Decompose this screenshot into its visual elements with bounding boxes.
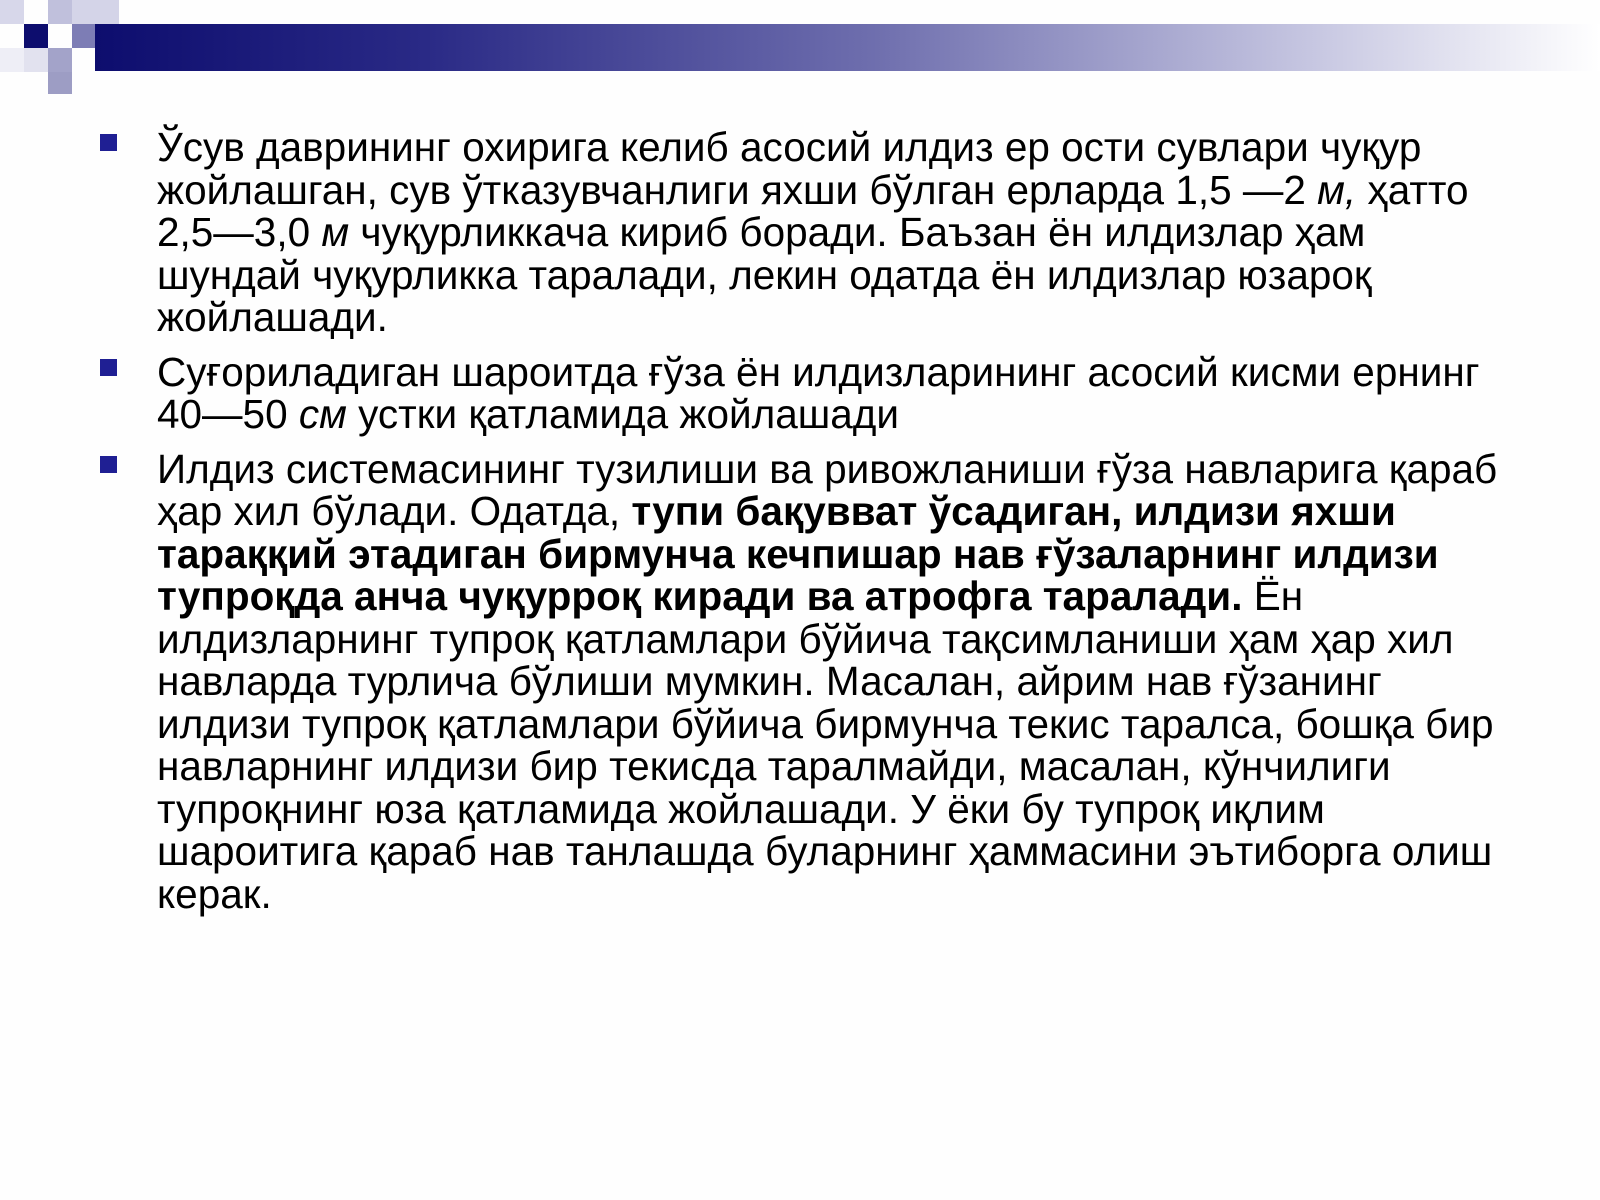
decor-square [0,0,24,24]
text-run: Ён илдизларнинг тупроқ қатламлари бўйича тақсимланиши ҳам ҳар хил навларда турлича бўлиши мумкин. Масалан, айрим нав ғўзанинг илдизи тупроқ қатламлари бўйича бирмунча текис таралса, бошқа бир навларнинг илдизи бир текисда таралмайди, масалан, кўнчилиги тупроқнинг юза қатламида жойлашади. У ёки бу тупроқ иқлим шароитига қараб нав танлашда буларнинг ҳаммасини эътиборга олиш керак. [157,573,1494,917]
square-bullet-icon [100,134,117,151]
decor-square [48,72,72,94]
text-run: устки қатламида жойлашади [346,391,900,437]
bold-text-run: тупи бақувват ўсадиган, илдизи яхши тараққий этадиган бирмунча кечпишар нав ғўзаларнинг илдизи тупроқда анча чуқурроқ киради ва атрофга таралади. [157,488,1439,619]
decor-square [48,0,72,24]
bullet-item [96,445,1516,917]
square-bullet-icon [100,359,117,376]
italic-unit-text: м [321,209,350,255]
italic-unit-text: м, [1317,166,1357,213]
bullet-text [157,445,1516,917]
text-run: Ўсув даврининг охирига келиб асосий илдиз ер ости сувлари чуқур жойлашган, сув ўтказувчанлиги яхши бўлган ерларда 1,5 —2 [157,124,1422,213]
header-gradient-band [95,24,1600,71]
italic-unit-text: см [298,391,347,437]
decor-square [72,0,119,24]
decor-square [48,48,72,72]
bullet-item [96,126,1516,339]
bullet-text [157,348,1516,437]
decor-square [0,48,24,72]
text-run: Илдиз системасининг тузилиши ва ривожланиши ғўза навларига қараб ҳар хил бўлади. Одатда, [157,445,1498,534]
decor-square [24,48,48,72]
text-run: ҳатто 2,5—3,0 [157,166,1469,255]
bullet-text [157,126,1516,339]
text-run: чуқурликкача кириб боради. Баъзан ён илдизлар ҳам шундай чуқурликка таралади, лекин одатда ён илдизлар юзароқ жойлашади. [157,209,1372,340]
text-run: Суғориладиган шароитда ғўза ён илдизларининг асосий кисми ернинг 40—50 [157,348,1480,437]
slide-body [96,126,1516,927]
bullet-item [96,348,1516,437]
decor-square [24,24,48,48]
square-bullet-icon [100,456,117,473]
